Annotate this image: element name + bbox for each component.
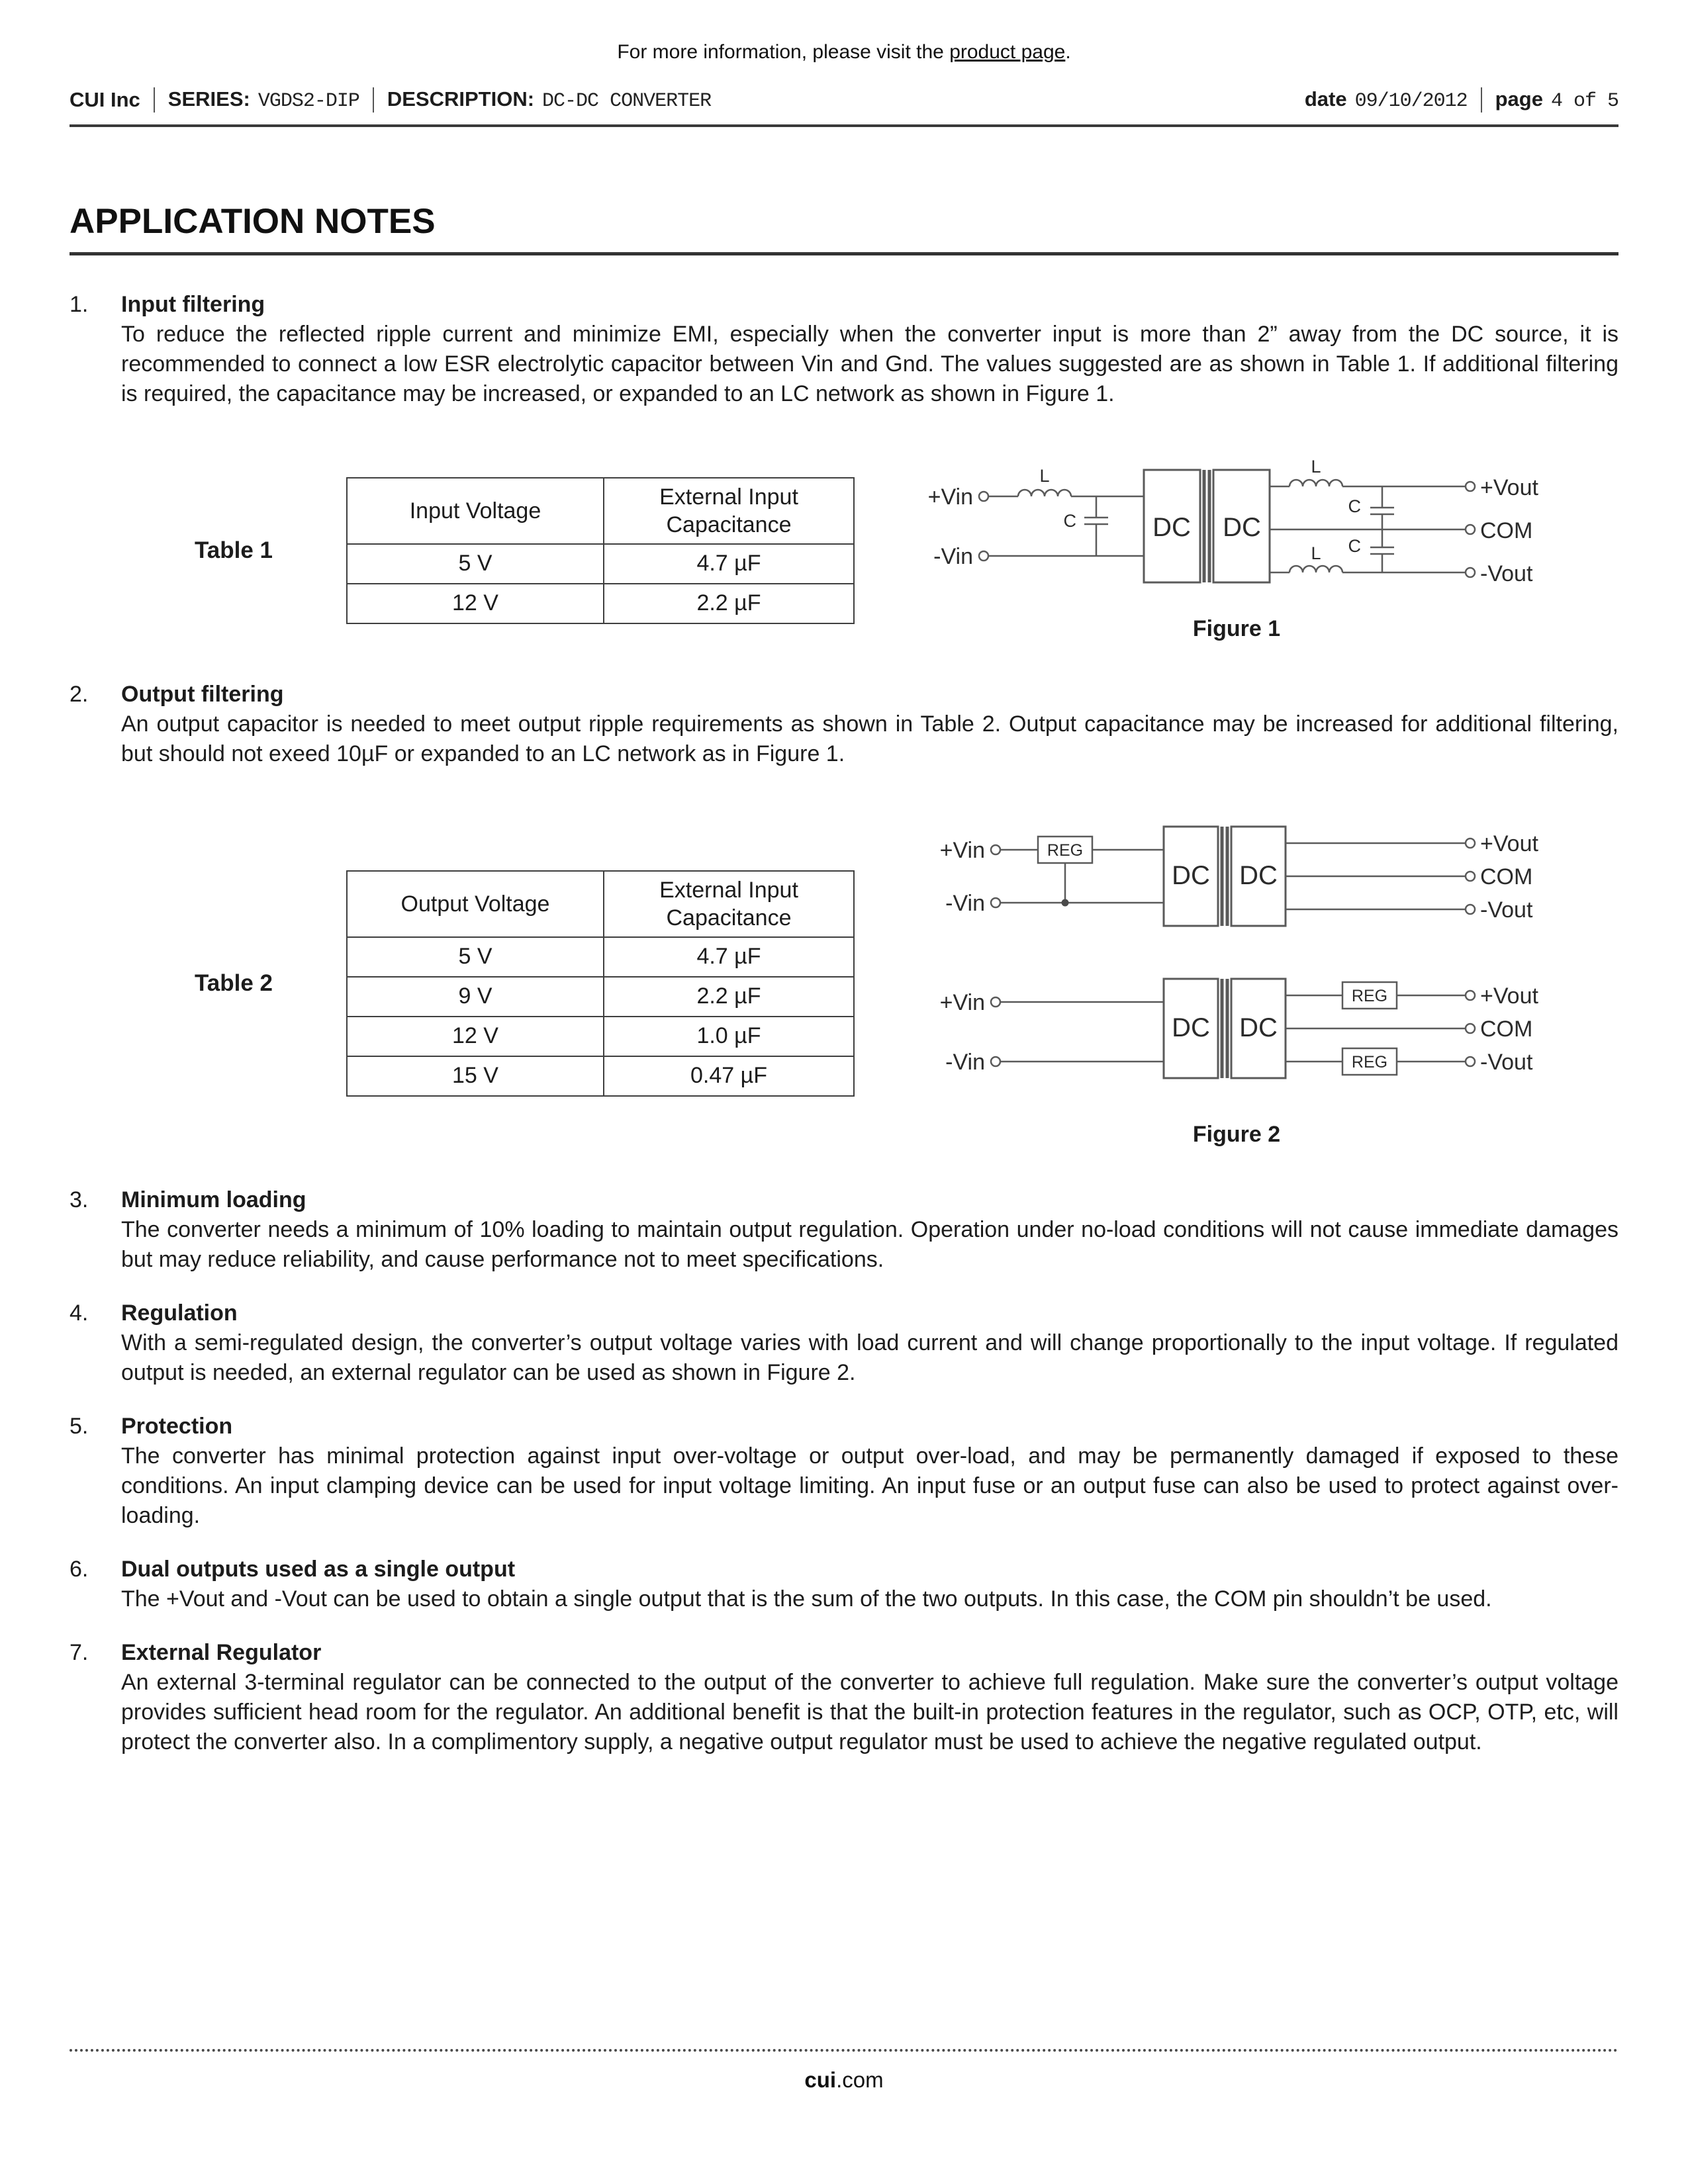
section-number: 7. (70, 1640, 89, 1665)
table2-label: Table 2 (194, 970, 273, 996)
section-dual-outputs (70, 1555, 1618, 1614)
dc-label: DC (1239, 861, 1278, 890)
dc-label: DC (1172, 861, 1210, 890)
capacitance-cell: 1.0 µF (604, 1017, 854, 1056)
table1-col1-header: Input Voltage (347, 478, 604, 544)
vout-pos-label: +Vout (1480, 983, 1538, 1009)
figure2-circuit-diagram (919, 817, 1554, 1115)
header-right (1305, 87, 1618, 113)
reg-label: REG (1351, 987, 1388, 1005)
table1-col2-header: External Input Capacitance (604, 478, 854, 544)
vout-pos-label: +Vout (1480, 831, 1538, 856)
section-regulation (70, 1298, 1618, 1388)
section-number: 2. (70, 682, 89, 707)
table2 (346, 870, 855, 1097)
figure2 (855, 817, 1618, 1150)
section-body: The converter has minimal protection against input over-voltage or output over-load, and may be permanently damaged if exposed to these conditions. An input clamping device can be used for input voltage limiting. An input fuse or an output fuse can also be used to protect against over-loading. (121, 1443, 1618, 1528)
com-label: COM (1480, 864, 1533, 889)
capacitor-label: C (1348, 536, 1361, 556)
site-url (70, 2068, 1618, 2093)
info-line (70, 41, 1618, 64)
capacitance-cell: 4.7 µF (604, 544, 854, 584)
page-number: 4 of 5 (1550, 90, 1618, 113)
footer-dotted-rule (70, 2049, 1618, 2052)
section-minimum-loading (70, 1185, 1618, 1275)
header-divider (154, 87, 155, 113)
vin-pos-label: +Vin (939, 990, 985, 1015)
header-divider (373, 87, 374, 113)
section-heading: External Regulator (121, 1640, 322, 1665)
junction-dot (1062, 899, 1069, 907)
reg-label: REG (1047, 841, 1084, 860)
vout-neg-label: -Vout (1480, 1050, 1533, 1075)
product-page-link[interactable]: product page (949, 41, 1066, 63)
section-body: To reduce the reflected ripple current and minimize EMI, especially when the converter input is more than 2” away from the DC source, it is recommended to connect a low ESR electrolytic capacitor between Vin and Gnd. The values suggested are as shown in Table 1. If additional filtering is required, the capacitance may be increased, or expanded to an LC network as shown in Figure 1. (121, 322, 1618, 406)
dc-label: DC (1223, 513, 1261, 542)
description-value: DC-DC CONVERTER (542, 90, 712, 113)
figure1-circuit-diagram (919, 457, 1554, 609)
output-voltage-cell: 5 V (347, 937, 604, 977)
vin-neg-label: -Vin (945, 1050, 985, 1075)
section-body: The converter needs a minimum of 10% loading to maintain output regulation. Operation under no-load conditions will not cause immediate damages but may reduce reliability, and cause performance not to meet specifications. (121, 1217, 1618, 1272)
inductor-label: L (1039, 466, 1050, 486)
description-label: DESCRIPTION: (387, 87, 535, 111)
figure2-bottom-wiring (1000, 979, 1466, 1078)
inductor-symbol (1289, 480, 1342, 486)
series-value: VGDS2-DIP (258, 90, 359, 113)
section-number: 4. (70, 1300, 89, 1326)
table-row (347, 977, 854, 1017)
table1 (346, 477, 855, 624)
series-pair (168, 87, 359, 113)
table2-header-row (347, 871, 854, 937)
section-heading: Output filtering (121, 682, 284, 707)
section-external-regulator (70, 1638, 1618, 1757)
capacitance-cell: 2.2 µF (604, 584, 854, 623)
description-pair (387, 87, 711, 113)
vin-pos-label: +Vin (927, 484, 973, 510)
figure1-caption: Figure 1 (1192, 616, 1281, 641)
figure1 (855, 457, 1618, 644)
dc-label: DC (1172, 1013, 1210, 1042)
section-heading: Regulation (121, 1300, 238, 1326)
table2-col2-header: External Input Capacitance (604, 871, 854, 937)
table-row (347, 1017, 854, 1056)
section-input-filtering (70, 290, 1618, 656)
section-heading: Protection (121, 1414, 233, 1439)
output-voltage-cell: 9 V (347, 977, 604, 1017)
info-text-suffix: . (1065, 41, 1071, 63)
section-body: With a semi-regulated design, the converter’s output voltage varies with load current and will change proportionally to the input voltage. If regulated output is needed, an external regulator can be used as shown in Figure 2. (121, 1330, 1618, 1385)
input-voltage-cell: 12 V (347, 584, 604, 623)
section-body: The +Vout and -Vout can be used to obtain a single output that is the sum of the two outputs. In this case, the COM pin shouldn’t be used. (121, 1586, 1492, 1612)
page-label: page (1495, 87, 1543, 111)
section-body: An external 3-terminal regulator can be connected to the output of the converter to achieve full regulation. Make sure the converter’s output voltage provides sufficient head room for the regulator. An additional benefit is that the built-in protection features in the regulator, such as OCP, OTP, etc, will protect the converter also. In a complimentory supply, a negative output regulator must be used to achieve the negative regulated output. (121, 1670, 1618, 1754)
vin-pos-label: +Vin (939, 838, 985, 863)
site-url-bold: cui (804, 2068, 837, 2092)
table2-figure2-row (121, 817, 1618, 1150)
table1-header-row (347, 478, 854, 544)
date-value: 09/10/2012 (1354, 90, 1468, 113)
table-row (347, 937, 854, 977)
capacitance-cell: 2.2 µF (604, 977, 854, 1017)
table-row (347, 1056, 854, 1096)
figure1-labels (928, 457, 1539, 586)
vout-pos-label: +Vout (1480, 475, 1538, 500)
reg-label: REG (1351, 1053, 1388, 1071)
section-heading: Input filtering (121, 292, 265, 317)
section-heading: Dual outputs used as a single output (121, 1557, 516, 1582)
table-row (347, 544, 854, 584)
vin-neg-label: -Vin (945, 891, 985, 916)
info-text-prefix: For more information, please visit the (617, 41, 950, 63)
dc-label: DC (1152, 513, 1191, 542)
table1-label: Table 1 (194, 537, 273, 563)
capacitor-label: C (1348, 496, 1361, 516)
application-notes (70, 290, 1618, 1757)
header-divider (1481, 87, 1482, 113)
date-pair (1305, 87, 1468, 113)
capacitance-cell: 0.47 µF (604, 1056, 854, 1096)
output-voltage-cell: 12 V (347, 1017, 604, 1056)
page-pair (1495, 87, 1618, 113)
section-number: 5. (70, 1414, 89, 1439)
capacitance-cell: 4.7 µF (604, 937, 854, 977)
page-title: APPLICATION NOTES (70, 201, 1618, 255)
vin-neg-label: -Vin (933, 544, 973, 569)
section-number: 6. (70, 1557, 89, 1582)
page-footer (70, 2049, 1618, 2093)
inductor-label: L (1311, 543, 1321, 563)
section-number: 3. (70, 1187, 89, 1212)
input-voltage-cell: 5 V (347, 544, 604, 584)
capacitor-label: C (1063, 511, 1076, 531)
section-number: 1. (70, 292, 89, 317)
date-label: date (1304, 87, 1347, 111)
table2-col1-header: Output Voltage (347, 871, 604, 937)
inductor-label: L (1311, 457, 1321, 477)
figure2-caption: Figure 2 (1192, 1122, 1281, 1147)
header-bar (70, 87, 1618, 127)
dc-label: DC (1239, 1013, 1278, 1042)
inductor-symbol (1018, 490, 1071, 496)
section-heading: Minimum loading (121, 1187, 306, 1212)
inductor-symbol (1289, 566, 1342, 572)
company-name: CUI Inc (70, 88, 140, 111)
section-output-filtering (70, 680, 1618, 1161)
site-url-rest: .com (836, 2068, 884, 2092)
output-voltage-cell: 15 V (347, 1056, 604, 1096)
table1-figure1-row (121, 457, 1618, 644)
series-label: SERIES: (167, 87, 250, 111)
vout-neg-label: -Vout (1480, 561, 1533, 586)
section-protection (70, 1412, 1618, 1531)
com-label: COM (1480, 1017, 1533, 1042)
vout-neg-label: -Vout (1480, 897, 1533, 923)
com-label: COM (1480, 518, 1533, 543)
section-body: An output capacitor is needed to meet output ripple requirements as shown in Table 2. Output capacitance may be increased for additional filtering, but should not exeed 10µF or expanded to an LC network as in Figure 1. (121, 711, 1618, 766)
header-left (70, 87, 711, 113)
table-row (347, 584, 854, 623)
